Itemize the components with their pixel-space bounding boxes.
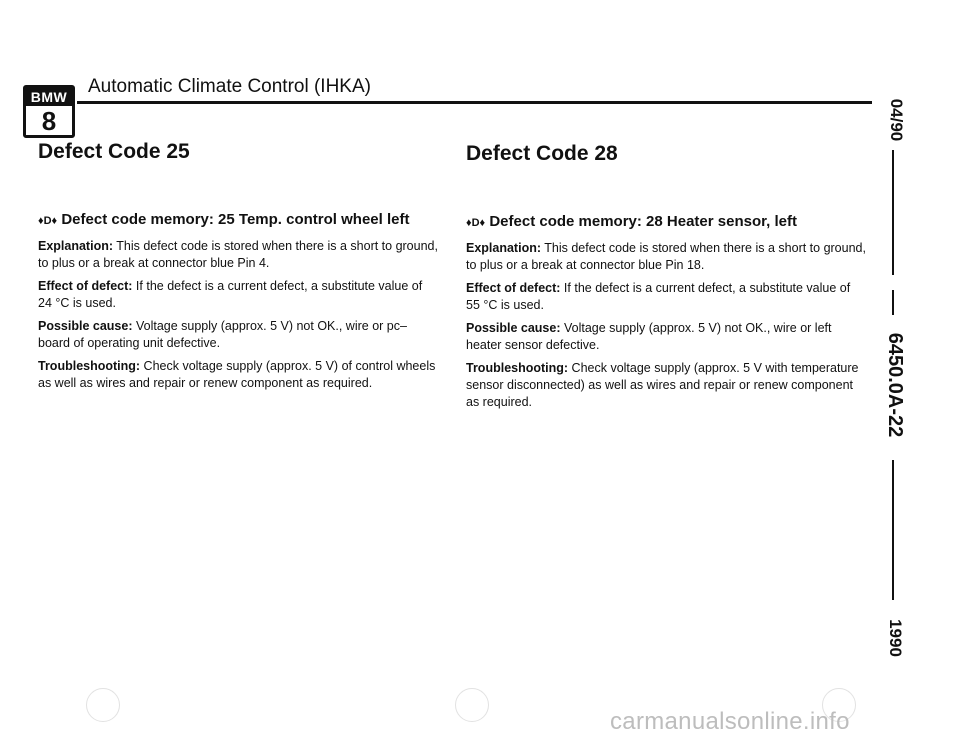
punch-hole-mark: [455, 688, 489, 722]
side-section-code: 6450.0A-22: [884, 332, 906, 438]
page-header-title: Automatic Climate Control (IHKA): [88, 76, 371, 97]
effect-paragraph: [38, 278, 438, 312]
logo-model-number: 8: [41, 106, 57, 136]
effect-paragraph: [466, 280, 866, 314]
explanation-label: Explanation:: [38, 239, 114, 253]
memory-heading: [466, 213, 797, 230]
section-title: Defect Code 28: [466, 142, 618, 165]
section-body: [38, 238, 438, 398]
memory-heading-text: Defect code memory: 28 Heater sensor, left: [489, 213, 797, 230]
diamond-d-marker: ♦D♦: [38, 215, 58, 227]
side-divider-1: [892, 150, 894, 275]
troubleshooting-paragraph: [38, 358, 438, 392]
effect-label: Effect of defect:: [38, 279, 133, 293]
watermark: carmanualsonline.info: [610, 708, 850, 735]
explanation-label: Explanation:: [466, 241, 542, 255]
cause-label: Possible cause:: [466, 321, 561, 335]
effect-label: Effect of defect:: [466, 281, 561, 295]
explanation-paragraph: [466, 240, 866, 274]
section-body: [466, 240, 866, 417]
cause-text: Voltage supply (approx. 5 V) not OK., wire or pc–board of operating unit defective.: [38, 319, 407, 350]
explanation-paragraph: [38, 238, 438, 272]
effect-text: If the defect is a current defect, a substitute value of 55 °C is used.: [466, 281, 851, 312]
section-title: Defect Code 25: [38, 140, 190, 163]
side-divider-0: [892, 290, 894, 315]
cause-paragraph: [466, 320, 866, 354]
troubleshooting-paragraph: [466, 360, 866, 411]
troubleshooting-text: Check voltage supply (approx. 5 V with temperature sensor disconnected) as well as wires and repair or renew component as required.: [466, 361, 859, 409]
cause-label: Possible cause:: [38, 319, 133, 333]
explanation-text: This defect code is stored when there is a short to ground, to plus or a break at connector blue Pin 4.: [38, 239, 438, 270]
side-date-label: 04/90: [887, 98, 906, 142]
logo-brand: BMW: [26, 88, 72, 106]
effect-text: If the defect is a current defect, a substitute value of 24 °C is used.: [38, 279, 423, 310]
header-divider: [77, 101, 872, 104]
punch-hole-mark: [86, 688, 120, 722]
troubleshooting-label: Troubleshooting:: [38, 359, 141, 373]
troubleshooting-text: Check voltage supply (approx. 5 V) of control wheels as well as wires and repair or renew component as required.: [38, 359, 436, 390]
memory-heading-text: Defect code memory: 25 Temp. control wheel left: [61, 211, 410, 228]
bmw-8-logo: [23, 85, 75, 138]
diamond-d-marker: ♦D♦: [466, 217, 486, 229]
troubleshooting-label: Troubleshooting:: [466, 361, 569, 375]
cause-paragraph: [38, 318, 438, 352]
memory-heading: [38, 211, 410, 228]
cause-text: Voltage supply (approx. 5 V) not OK., wire or left heater sensor defective.: [466, 321, 832, 352]
side-year-label: 1990: [886, 619, 905, 657]
explanation-text: This defect code is stored when there is a short to ground, to plus or a break at connector blue Pin 18.: [466, 241, 866, 272]
